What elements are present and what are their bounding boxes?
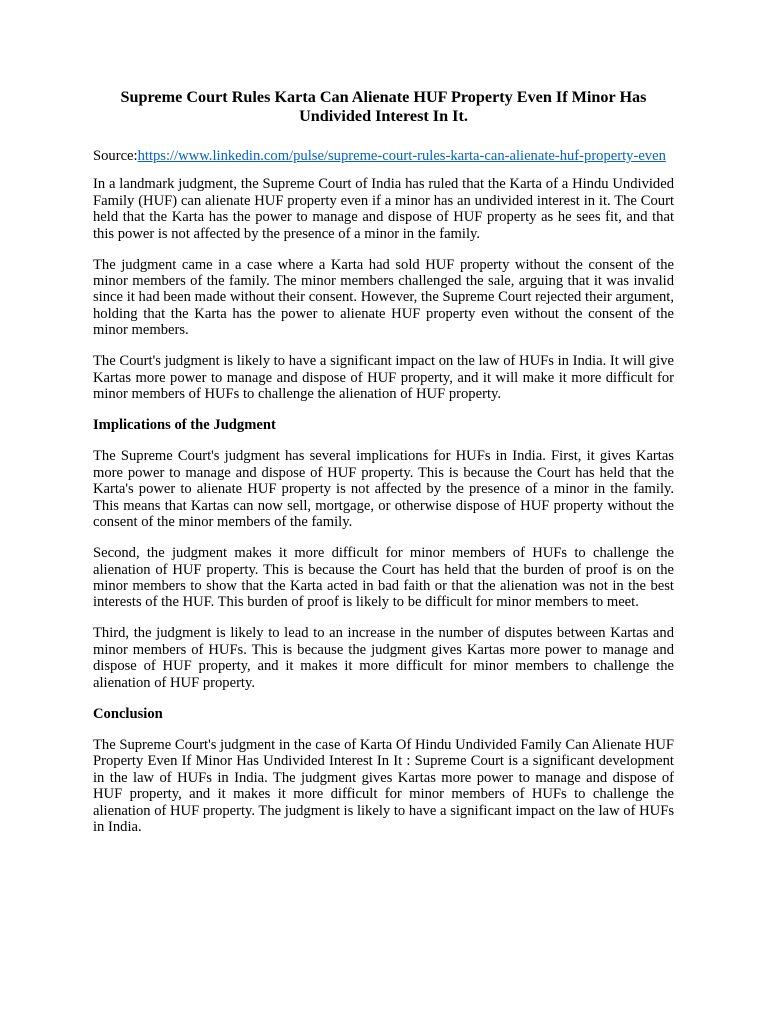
source-label: Source: — [93, 148, 138, 164]
implications-heading: Implications of the Judgment — [93, 417, 276, 434]
document-title: Supreme Court Rules Karta Can Alienate HUF Property Even If Minor Has Undivided Interest In It. — [120, 88, 647, 125]
intro-paragraph-2: The judgment came in a case where a Karta had sold HUF property without the consent of the minor members of the family. The minor members challenged the sale, arguing that it was invalid since it had been made without their consent. However, the Supreme Court rejected their argument, holding that the Karta has the power to alienate HUF property even without the consent of the minor members. — [93, 256, 674, 339]
document-page — [93, 88, 674, 850]
implications-paragraph-3: Third, the judgment is likely to lead to an increase in the number of disputes between Kartas and minor members of HUFs. This is because the judgment gives Kartas more power to manage and dispose of HUF property, and it makes it more difficult for minor members to challenge the alienation of HUF property. — [93, 625, 674, 691]
implications-paragraph-1: The Supreme Court's judgment has several implications for HUFs in India. First, it gives Kartas more power to manage and dispose of HUF property. This is because the Court has held that the Karta's power to alienate HUF property is not affected by the presence of a minor in the family. This means that Kartas can now sell, mortgage, or otherwise dispose of HUF property without the consent of the minor members of the family. — [93, 448, 674, 531]
conclusion-heading: Conclusion — [93, 705, 163, 722]
intro-paragraph-3: The Court's judgment is likely to have a significant impact on the law of HUFs in India. It will give Kartas more power to manage and dispose of HUF property, and it will make it more difficult for minor members of HUFs to challenge the alienation of HUF property. — [93, 353, 674, 403]
conclusion-paragraph: The Supreme Court's judgment in the case of Karta Of Hindu Undivided Family Can Alienate HUF Property Even If Minor Has Undivided Interest In It : Supreme Court is a significant development in the law of HUFs in India. The judgment gives Kartas more power to manage and dispose of HUF property, and it makes it more difficult for minor members of HUFs to challenge the alienation of HUF property. The judgment is likely to have a significant impact on the law of HUFs in India. — [93, 736, 674, 835]
source-line — [93, 148, 674, 164]
implications-paragraph-2: Second, the judgment makes it more difficult for minor members of HUFs to challenge the alienation of HUF property. This is because the Court has held that the burden of proof is on the minor members to show that the Karta acted in bad faith or that the alienation was not in the best interests of the HUF. This burden of proof is likely to be difficult for minor members to meet. — [93, 545, 674, 611]
source-link[interactable]: https://www.linkedin.com/pulse/supreme-court-rules-karta-can-alienate-huf-property-even — [137, 148, 666, 164]
intro-paragraph-1: In a landmark judgment, the Supreme Court of India has ruled that the Karta of a Hindu Undivided Family (HUF) can alienate HUF property even if a minor has an undivided interest in it. The Court held that the Karta has the power to manage and dispose of HUF property as he sees fit, and that this power is not affected by the presence of a minor in the family. — [93, 176, 674, 242]
